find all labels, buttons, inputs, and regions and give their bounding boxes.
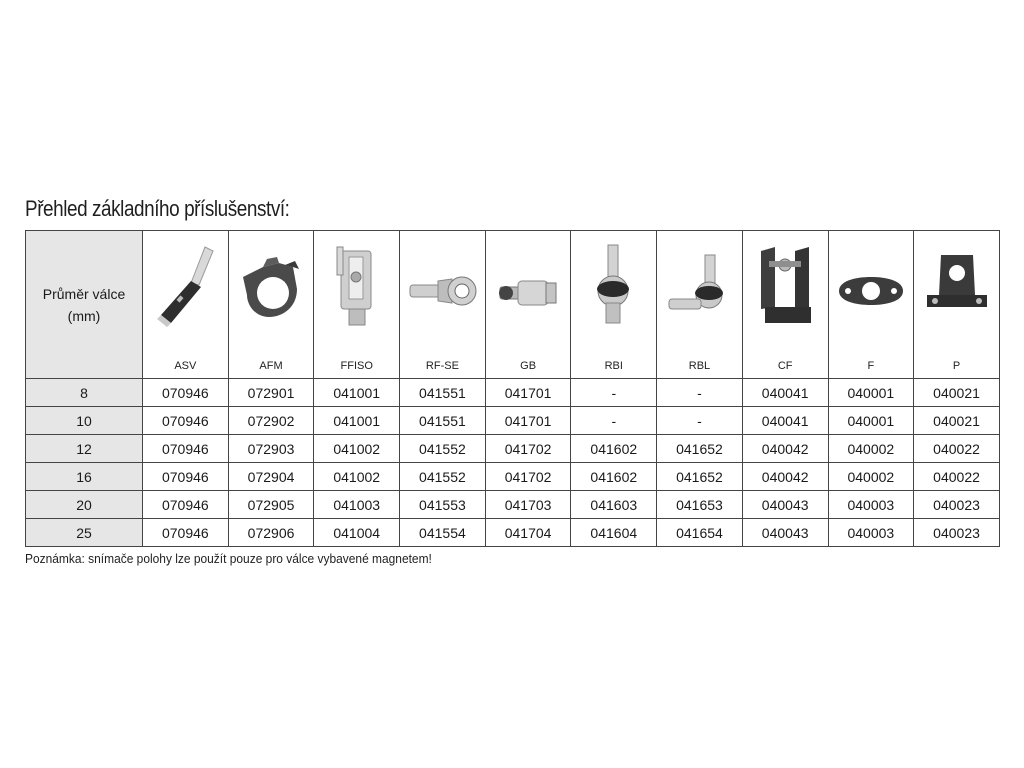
order-code-cell: -: [571, 407, 657, 435]
order-code-cell: 040023: [914, 491, 1000, 519]
order-code-cell: 040003: [828, 519, 914, 547]
order-code-cell: 040042: [742, 435, 828, 463]
order-code-cell: 040002: [828, 463, 914, 491]
product-code: RBI: [604, 360, 623, 372]
order-code-cell: -: [657, 379, 743, 407]
order-code-cell: 040023: [914, 519, 1000, 547]
table-row: [26, 379, 1000, 407]
order-code-cell: 041603: [571, 491, 657, 519]
table-row: [26, 435, 1000, 463]
order-code-cell: 041004: [314, 519, 400, 547]
product-header-f: [828, 231, 914, 379]
product-code: F: [867, 360, 875, 372]
order-code-cell: 072905: [228, 491, 314, 519]
order-code-cell: 041001: [314, 407, 400, 435]
order-code-cell: 041604: [571, 519, 657, 547]
order-code-cell: 041652: [657, 435, 743, 463]
order-code-cell: 041551: [400, 379, 486, 407]
table-row: [26, 491, 1000, 519]
diameter-header: [26, 231, 143, 379]
order-code-cell: 041001: [314, 379, 400, 407]
order-code-cell: 041703: [485, 491, 571, 519]
diameter-header-label: Průměr válce: [42, 285, 126, 302]
table-body: [26, 379, 1000, 547]
order-code-cell: 040022: [914, 463, 1000, 491]
afm-bracket-icon: [233, 237, 309, 337]
product-code: RF-SE: [425, 360, 459, 372]
order-code-cell: 041551: [400, 407, 486, 435]
ffiso-clevis-icon: [319, 237, 395, 337]
f-flange-icon: [833, 237, 909, 337]
order-code-cell: 041704: [485, 519, 571, 547]
order-code-cell: -: [571, 379, 657, 407]
table-row: [26, 463, 1000, 491]
order-code-cell: 040043: [742, 491, 828, 519]
page-title: Přehled základního příslušenství:: [25, 196, 290, 221]
product-code: RBL: [688, 360, 711, 372]
product-header-ffiso: [314, 231, 400, 379]
p-foot-bracket-icon: [919, 237, 995, 337]
order-code-cell: 072902: [228, 407, 314, 435]
diameter-cell: 12: [26, 435, 143, 463]
order-code-cell: 041653: [657, 491, 743, 519]
order-code-cell: 040001: [828, 407, 914, 435]
order-code-cell: 041602: [571, 435, 657, 463]
order-code-cell: -: [657, 407, 743, 435]
order-code-cell: 041702: [485, 435, 571, 463]
rfse-rod-end-icon: [404, 237, 480, 337]
table-row: [26, 407, 1000, 435]
order-code-cell: 072904: [228, 463, 314, 491]
product-code: ASV: [174, 360, 197, 372]
order-code-cell: 070946: [143, 435, 229, 463]
product-header-rf-se: [400, 231, 486, 379]
order-code-cell: 041552: [400, 463, 486, 491]
rbl-ball-joint-icon: [661, 237, 737, 337]
order-code-cell: 040022: [914, 435, 1000, 463]
order-code-cell: 070946: [143, 519, 229, 547]
order-code-cell: 070946: [143, 491, 229, 519]
accessories-table: [25, 230, 1000, 547]
product-code: AFM: [259, 360, 283, 372]
order-code-cell: 041702: [485, 463, 571, 491]
header-row: [26, 231, 1000, 379]
rbi-ball-joint-icon: [576, 237, 652, 337]
product-header-rbi: [571, 231, 657, 379]
order-code-cell: 040042: [742, 463, 828, 491]
diameter-cell: 20: [26, 491, 143, 519]
order-code-cell: 072903: [228, 435, 314, 463]
order-code-cell: 041654: [657, 519, 743, 547]
product-header-rbl: [657, 231, 743, 379]
product-header-gb: [485, 231, 571, 379]
order-code-cell: 041652: [657, 463, 743, 491]
diameter-cell: 16: [26, 463, 143, 491]
order-code-cell: 041701: [485, 407, 571, 435]
order-code-cell: 040041: [742, 407, 828, 435]
order-code-cell: 041602: [571, 463, 657, 491]
order-code-cell: 041553: [400, 491, 486, 519]
order-code-cell: 040021: [914, 379, 1000, 407]
order-code-cell: 040043: [742, 519, 828, 547]
order-code-cell: 040001: [828, 379, 914, 407]
order-code-cell: 040021: [914, 407, 1000, 435]
cf-clevis-bracket-icon: [747, 237, 823, 337]
diameter-cell: 10: [26, 407, 143, 435]
order-code-cell: 040002: [828, 435, 914, 463]
order-code-cell: 041701: [485, 379, 571, 407]
diameter-header-unit: (mm): [67, 307, 101, 324]
order-code-cell: 070946: [143, 407, 229, 435]
order-code-cell: 041552: [400, 435, 486, 463]
product-code: CF: [777, 360, 793, 372]
product-code: GB: [520, 360, 537, 372]
product-header-p: [914, 231, 1000, 379]
order-code-cell: 041002: [314, 435, 400, 463]
product-header-afm: [228, 231, 314, 379]
order-code-cell: 070946: [143, 463, 229, 491]
order-code-cell: 041554: [400, 519, 486, 547]
product-code: FFISO: [340, 360, 373, 372]
order-code-cell: 072901: [228, 379, 314, 407]
order-code-cell: 070946: [143, 379, 229, 407]
asv-sensor-icon: [147, 237, 223, 337]
product-header-asv: [143, 231, 229, 379]
product-header-cf: [742, 231, 828, 379]
order-code-cell: 072906: [228, 519, 314, 547]
order-code-cell: 041003: [314, 491, 400, 519]
table-row: [26, 519, 1000, 547]
product-code: P: [952, 360, 961, 372]
diameter-cell: 25: [26, 519, 143, 547]
diameter-cell: 8: [26, 379, 143, 407]
gb-coupler-icon: [490, 237, 566, 337]
order-code-cell: 041002: [314, 463, 400, 491]
order-code-cell: 040041: [742, 379, 828, 407]
order-code-cell: 040003: [828, 491, 914, 519]
footnote: Poznámka: snímače polohy lze použít pouze pro válce vybavené magnetem!: [25, 551, 432, 566]
